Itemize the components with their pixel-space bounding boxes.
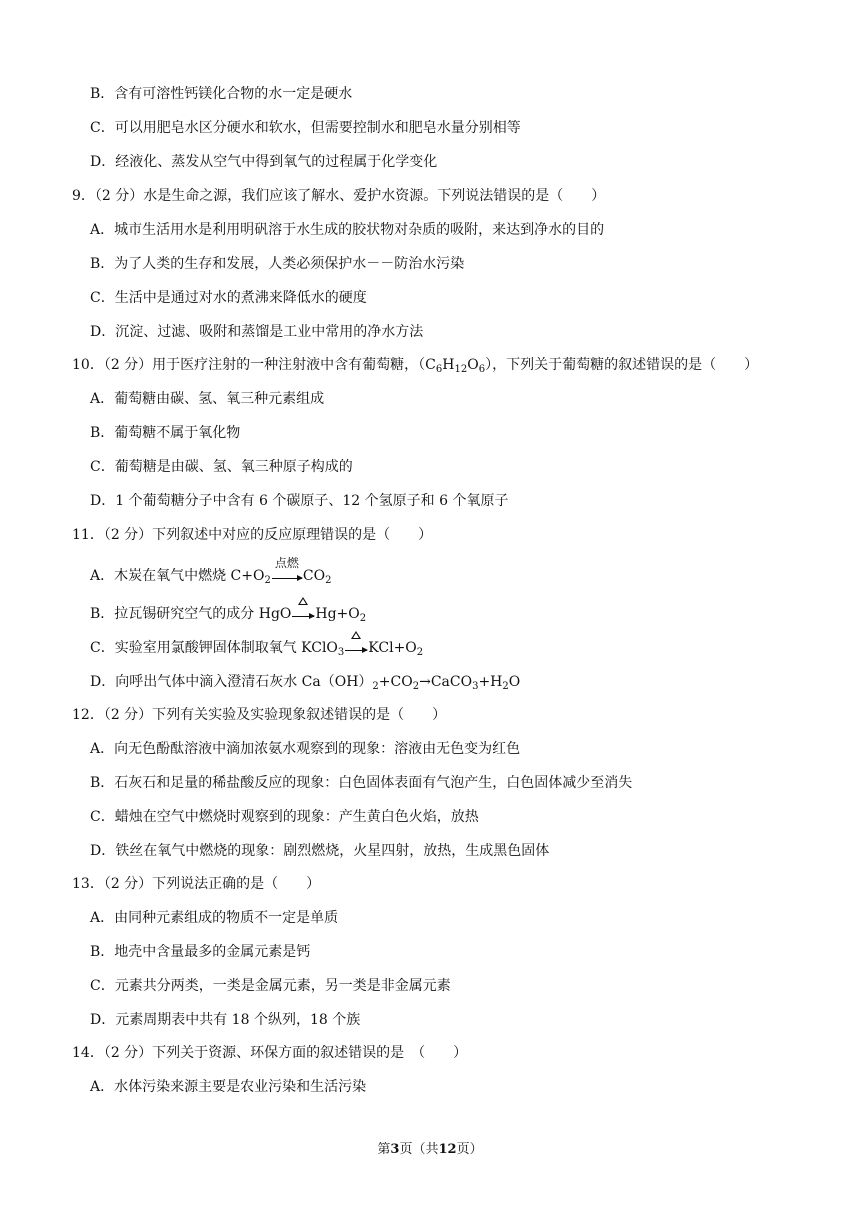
- footer-middle: 页（共: [399, 1142, 439, 1157]
- heat-triangle-icon: [351, 631, 361, 639]
- q10-sub-o: 6: [478, 364, 486, 375]
- q11d-sub4: 2: [502, 681, 509, 692]
- question-13-option-c: C．元素共分两类，一类是金属元素，另一类是非金属元素: [90, 978, 451, 994]
- q11c-post: KCl+O: [368, 640, 417, 656]
- q11b-post: Hg+O: [315, 606, 360, 622]
- heat-triangle-icon: [298, 597, 308, 605]
- question-9-option-a: A．城市生活用水是利用明矾溶于水生成的胶状物对杂质的吸附，来达到净水的目的: [90, 222, 605, 238]
- question-8-option-b: B．含有可溶性钙镁化合物的水一定是硬水: [90, 86, 353, 102]
- question-11-option-b: [90, 604, 366, 624]
- q11c-post-sub: 2: [416, 647, 424, 658]
- q10-text-post: ），下列关于葡萄糖的叙述错误的是（ ）: [485, 357, 759, 373]
- total-page-count: 12: [438, 1142, 457, 1157]
- question-12-option-b: B．石灰石和足量的稀盐酸反应的现象：白色固体表面有气泡产生，白色固体减少至消失: [90, 775, 633, 791]
- question-13-option-d: D．元素周期表中共有 18 个纵列，18 个族: [90, 1012, 361, 1028]
- footer-prefix: 第: [377, 1142, 391, 1157]
- question-9-option-d: D．沉淀、过滤、吸附和蒸馏是工业中常用的净水方法: [90, 324, 424, 340]
- q11d-sub2: 2: [412, 681, 420, 692]
- question-14-stem: 14．（2 分）下列关于资源、环保方面的叙述错误的是 （ ）: [72, 1045, 468, 1061]
- q10-h: H: [442, 357, 455, 373]
- question-13-option-b: B．地壳中含量最多的金属元素是钙: [90, 944, 311, 960]
- q10-sub-h: 12: [454, 364, 468, 375]
- q11d-o: O: [508, 674, 521, 690]
- reaction-condition-ignite: 点燃: [274, 556, 299, 570]
- q11c-pre: C．实验室用氯酸钾固体制取氧气 KClO: [90, 640, 338, 656]
- current-page-number: 3: [390, 1142, 400, 1157]
- q11d-rest: CaCO: [430, 674, 473, 690]
- question-10-option-b: B．葡萄糖不属于氧化物: [90, 425, 241, 441]
- q11d-pre: D．向呼出气体中滴入澄清石灰水 Ca（OH）: [90, 674, 373, 690]
- question-11-stem: 11．（2 分）下列叙述中对应的反应原理错误的是（ ）: [72, 527, 433, 543]
- question-12-option-d: D．铁丝在氧气中燃烧的现象：剧烈燃烧，火星四射，放热，生成黑色固体: [90, 843, 550, 859]
- question-14-option-a: A．水体污染来源主要是农业污染和生活污染: [90, 1079, 367, 1095]
- reaction-arrow: [292, 604, 314, 620]
- q11b-post-sub: 2: [359, 613, 367, 624]
- question-11-option-a: [90, 556, 332, 586]
- question-9-option-c: C．生活中是通过对水的煮沸来降低水的硬度: [90, 290, 367, 306]
- question-11-option-c: [90, 638, 423, 658]
- question-12-option-a: A．向无色酚酞溶液中滴加浓氨水观察到的现象：溶液由无色变为红色: [90, 741, 521, 757]
- q10-sub-c: 6: [435, 364, 443, 375]
- q11a-sub: 2: [264, 575, 271, 586]
- footer-suffix: 页）: [456, 1142, 483, 1157]
- q10-text-pre: 10．（2 分）用于医疗注射的一种注射液中含有葡萄糖，（C: [72, 357, 436, 373]
- q11d-sub: 2: [372, 681, 379, 692]
- question-13-stem: 13．（2 分）下列说法正确的是（ ）: [72, 876, 321, 892]
- question-10-stem: [72, 355, 758, 375]
- question-13-option-a: A．由同种元素组成的物质不一定是单质: [90, 910, 339, 926]
- q11a-post: CO: [302, 568, 326, 584]
- question-9-option-b: B．为了人类的生存和发展，人类必须保护水－－防治水污染: [90, 256, 465, 272]
- question-10-option-a: A．葡萄糖由碳、氢、氧三种元素组成: [90, 391, 325, 407]
- q11d-end: +H: [478, 674, 503, 690]
- q11d-post: +CO: [378, 674, 413, 690]
- page-footer: [0, 1138, 860, 1157]
- q11d-sub3: 3: [472, 681, 479, 692]
- q11a-pre: A．木炭在氧气中燃烧 C+O: [90, 568, 265, 584]
- q11c-sub: 3: [337, 647, 345, 658]
- reaction-arrow: [272, 556, 302, 582]
- question-8-option-d: D．经液化、蒸发从空气中得到氧气的过程属于化学变化: [90, 154, 438, 170]
- q11b-pre: B．拉瓦锡研究空气的成分 HgO: [90, 606, 292, 622]
- question-10-option-d: D．1 个葡萄糖分子中含有 6 个碳原子、12 个氢原子和 6 个氧原子: [90, 493, 509, 509]
- q11a-post-sub: 2: [325, 575, 332, 586]
- question-8-option-c: C．可以用肥皂水区分硬水和软水，但需要控制水和肥皂水量分别相等: [90, 120, 521, 136]
- q10-o: O: [467, 357, 479, 373]
- question-10-option-c: C．葡萄糖是由碳、氢、氧三种原子构成的: [90, 459, 353, 475]
- reaction-arrow: [345, 638, 367, 654]
- q11d-arrow: →: [419, 674, 431, 690]
- question-12-option-c: C．蜡烛在空气中燃烧时观察到的现象：产生黄白色火焰，放热: [90, 809, 479, 825]
- question-11-option-d: [90, 672, 520, 692]
- question-9-stem: 9．（2 分）水是生命之源，我们应该了解水、爱护水资源。下列说法错误的是（ ）: [72, 188, 606, 204]
- question-12-stem: 12．（2 分）下列有关实验及实验现象叙述错误的是（ ）: [72, 707, 447, 723]
